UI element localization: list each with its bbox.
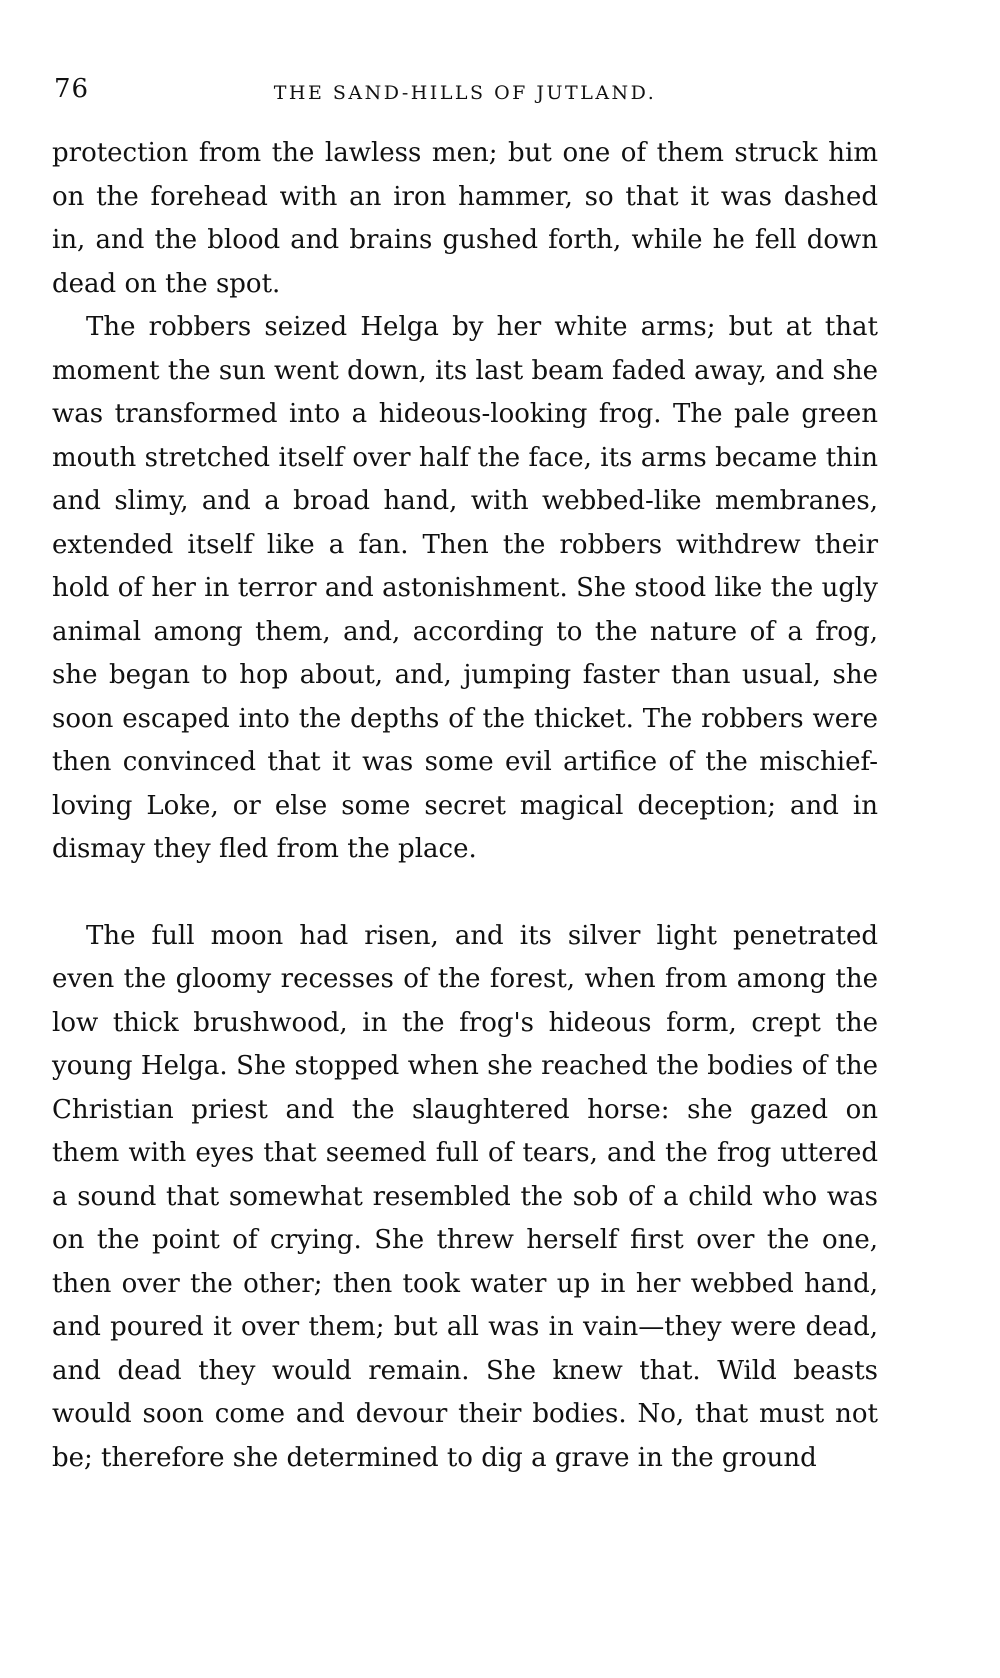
paragraph-helga-transformed: The robbers seized Helga by her white arms; but at that moment the sun went down, its last beam faded away, and she was transformed into a hideous-looking frog. The pale green mouth stretched itself over half the face, its arms became thin and slimy, and a broad hand, with webbed-like membranes, extended itself like a fan. Then the robbers withdrew their hold of her in terror and astonishment. She stood like the ugly animal among them, and, according to the nature of a frog, she began to hop about, and, jumping faster than usual, she soon escaped into the depths of the thicket. The robbers were then convinced that it was some evil artifice of the mischief-loving Loke, or else some secret magical deception; and in dismay they fled from the place.: [52, 312, 878, 864]
page-number: 76: [54, 74, 90, 104]
running-title: THE SAND-HILLS OF JUTLAND.: [273, 82, 657, 104]
page-header: [52, 70, 878, 110]
book-page: [52, 70, 878, 1480]
paragraph-continuation: protection from the lawless men; but one of them struck him on the forehead with an iron hammer, so that it was dashed in, and the blood and brains gushed forth, while he fell down dead on the spot.: [52, 138, 878, 299]
section-break: [52, 872, 878, 915]
paragraph-full-moon: The full moon had risen, and its silver light penetrated even the gloomy recesses of the forest, when from among the low thick brushwood, in the frog's hideous form, crept the young Helga. She stopped when she reached the bodies of the Christian priest and the slaughtered horse: she gazed on them with eyes that seemed full of tears, and the frog uttered a sound that somewhat resembled the sob of a child who was on the point of crying. She threw herself first over the one, then over the other; then took water up in her webbed hand, and poured it over them; but all was in vain—they were dead, and dead they would remain. She knew that. Wild beasts would soon come and devour their bodies. No, that must not be; therefore she determined to dig a grave in the ground: [52, 920, 878, 1473]
